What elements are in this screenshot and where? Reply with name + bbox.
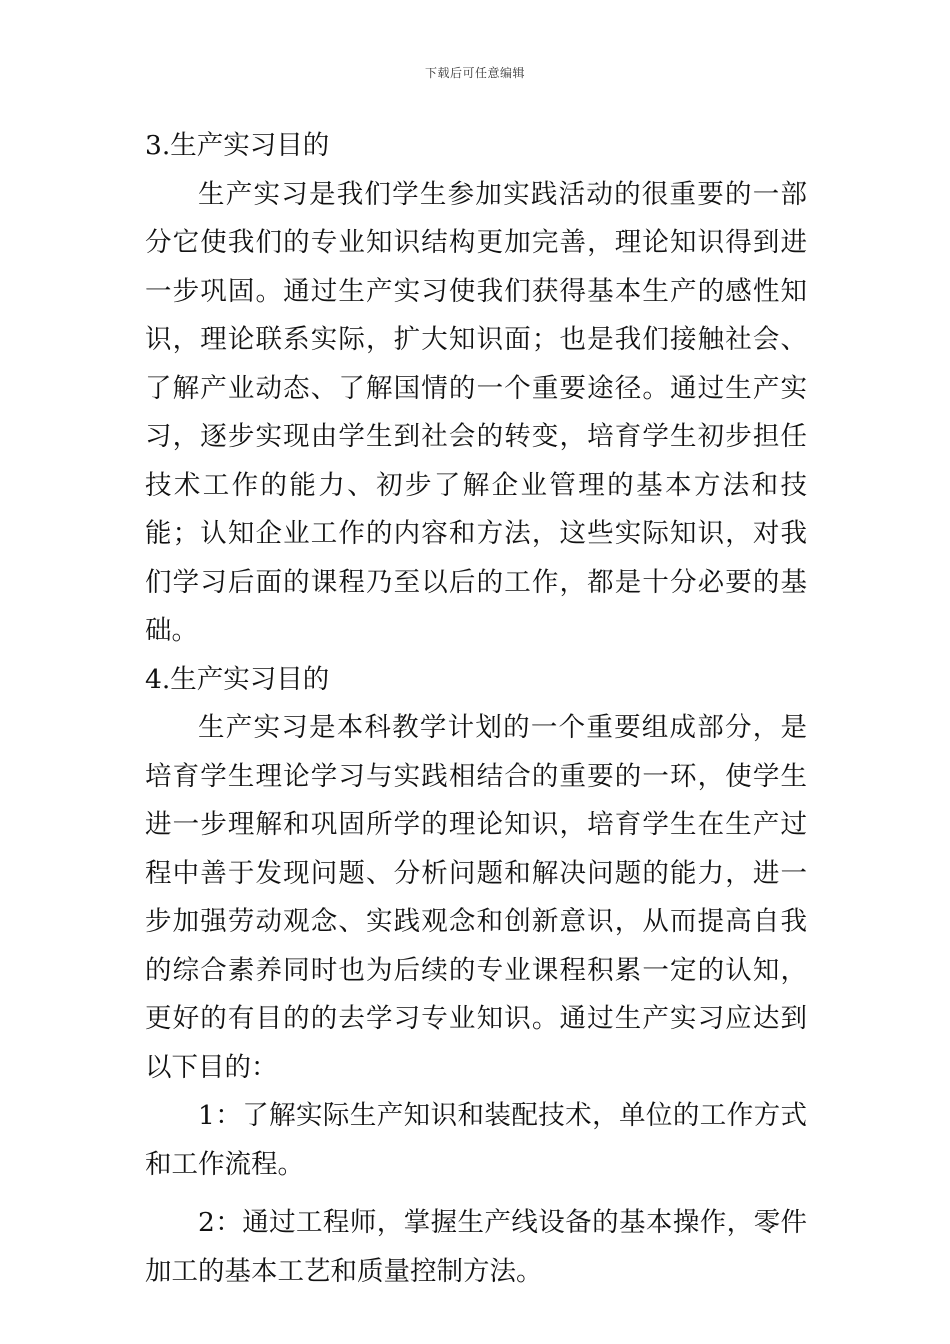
section-4 xyxy=(145,656,807,1297)
objective-item-1: 1：了解实际生产知识和装配技术，单位的工作方式和工作流程。 xyxy=(145,1100,807,1180)
section-4-paragraph: 生产实习是本科教学计划的一个重要组成部分，是培育学生理论学习与实践相结合的重要的一环，使学生进一步理解和巩固所学的理论知识，培育学生在生产过程中善于发现问题、分析问题和解决问题的能力，进一步加强劳动观念、实践观念和创新意识，从而提高自我的综合素养同时也为后续的专业课程积累一定的认知，更好的有目的的去学习专业知识。通过生产实习应达到以下目的： xyxy=(145,712,807,1083)
page-header: 下载后可任意编辑 xyxy=(424,66,525,80)
objective-item-2: 2：通过工程师，掌握生产线设备的基本操作，零件加工的基本工艺和质量控制方法。 xyxy=(145,1207,807,1287)
document-body xyxy=(145,122,807,1296)
section-3 xyxy=(145,122,807,656)
section-4-heading: 4.生产实习目的 xyxy=(145,663,330,695)
section-3-paragraph: 生产实习是我们学生参加实践活动的很重要的一部分它使我们的专业知识结构更加完善，理论知识得到进一步巩固。通过生产实习使我们获得基本生产的感性知识，理论联系实际，扩大知识面；也是我们接触社会、了解产业动态、了解国情的一个重要途径。通过生产实习，逐步实现由学生到社会的转变，培育学生初步担任技术工作的能力、初步了解企业管理的基本方法和技能；认知企业工作的内容和方法，这些实际知识，对我们学习后面的课程乃至以后的工作，都是十分必要的基础。 xyxy=(145,178,807,646)
section-3-heading: 3.生产实习目的 xyxy=(145,130,330,161)
